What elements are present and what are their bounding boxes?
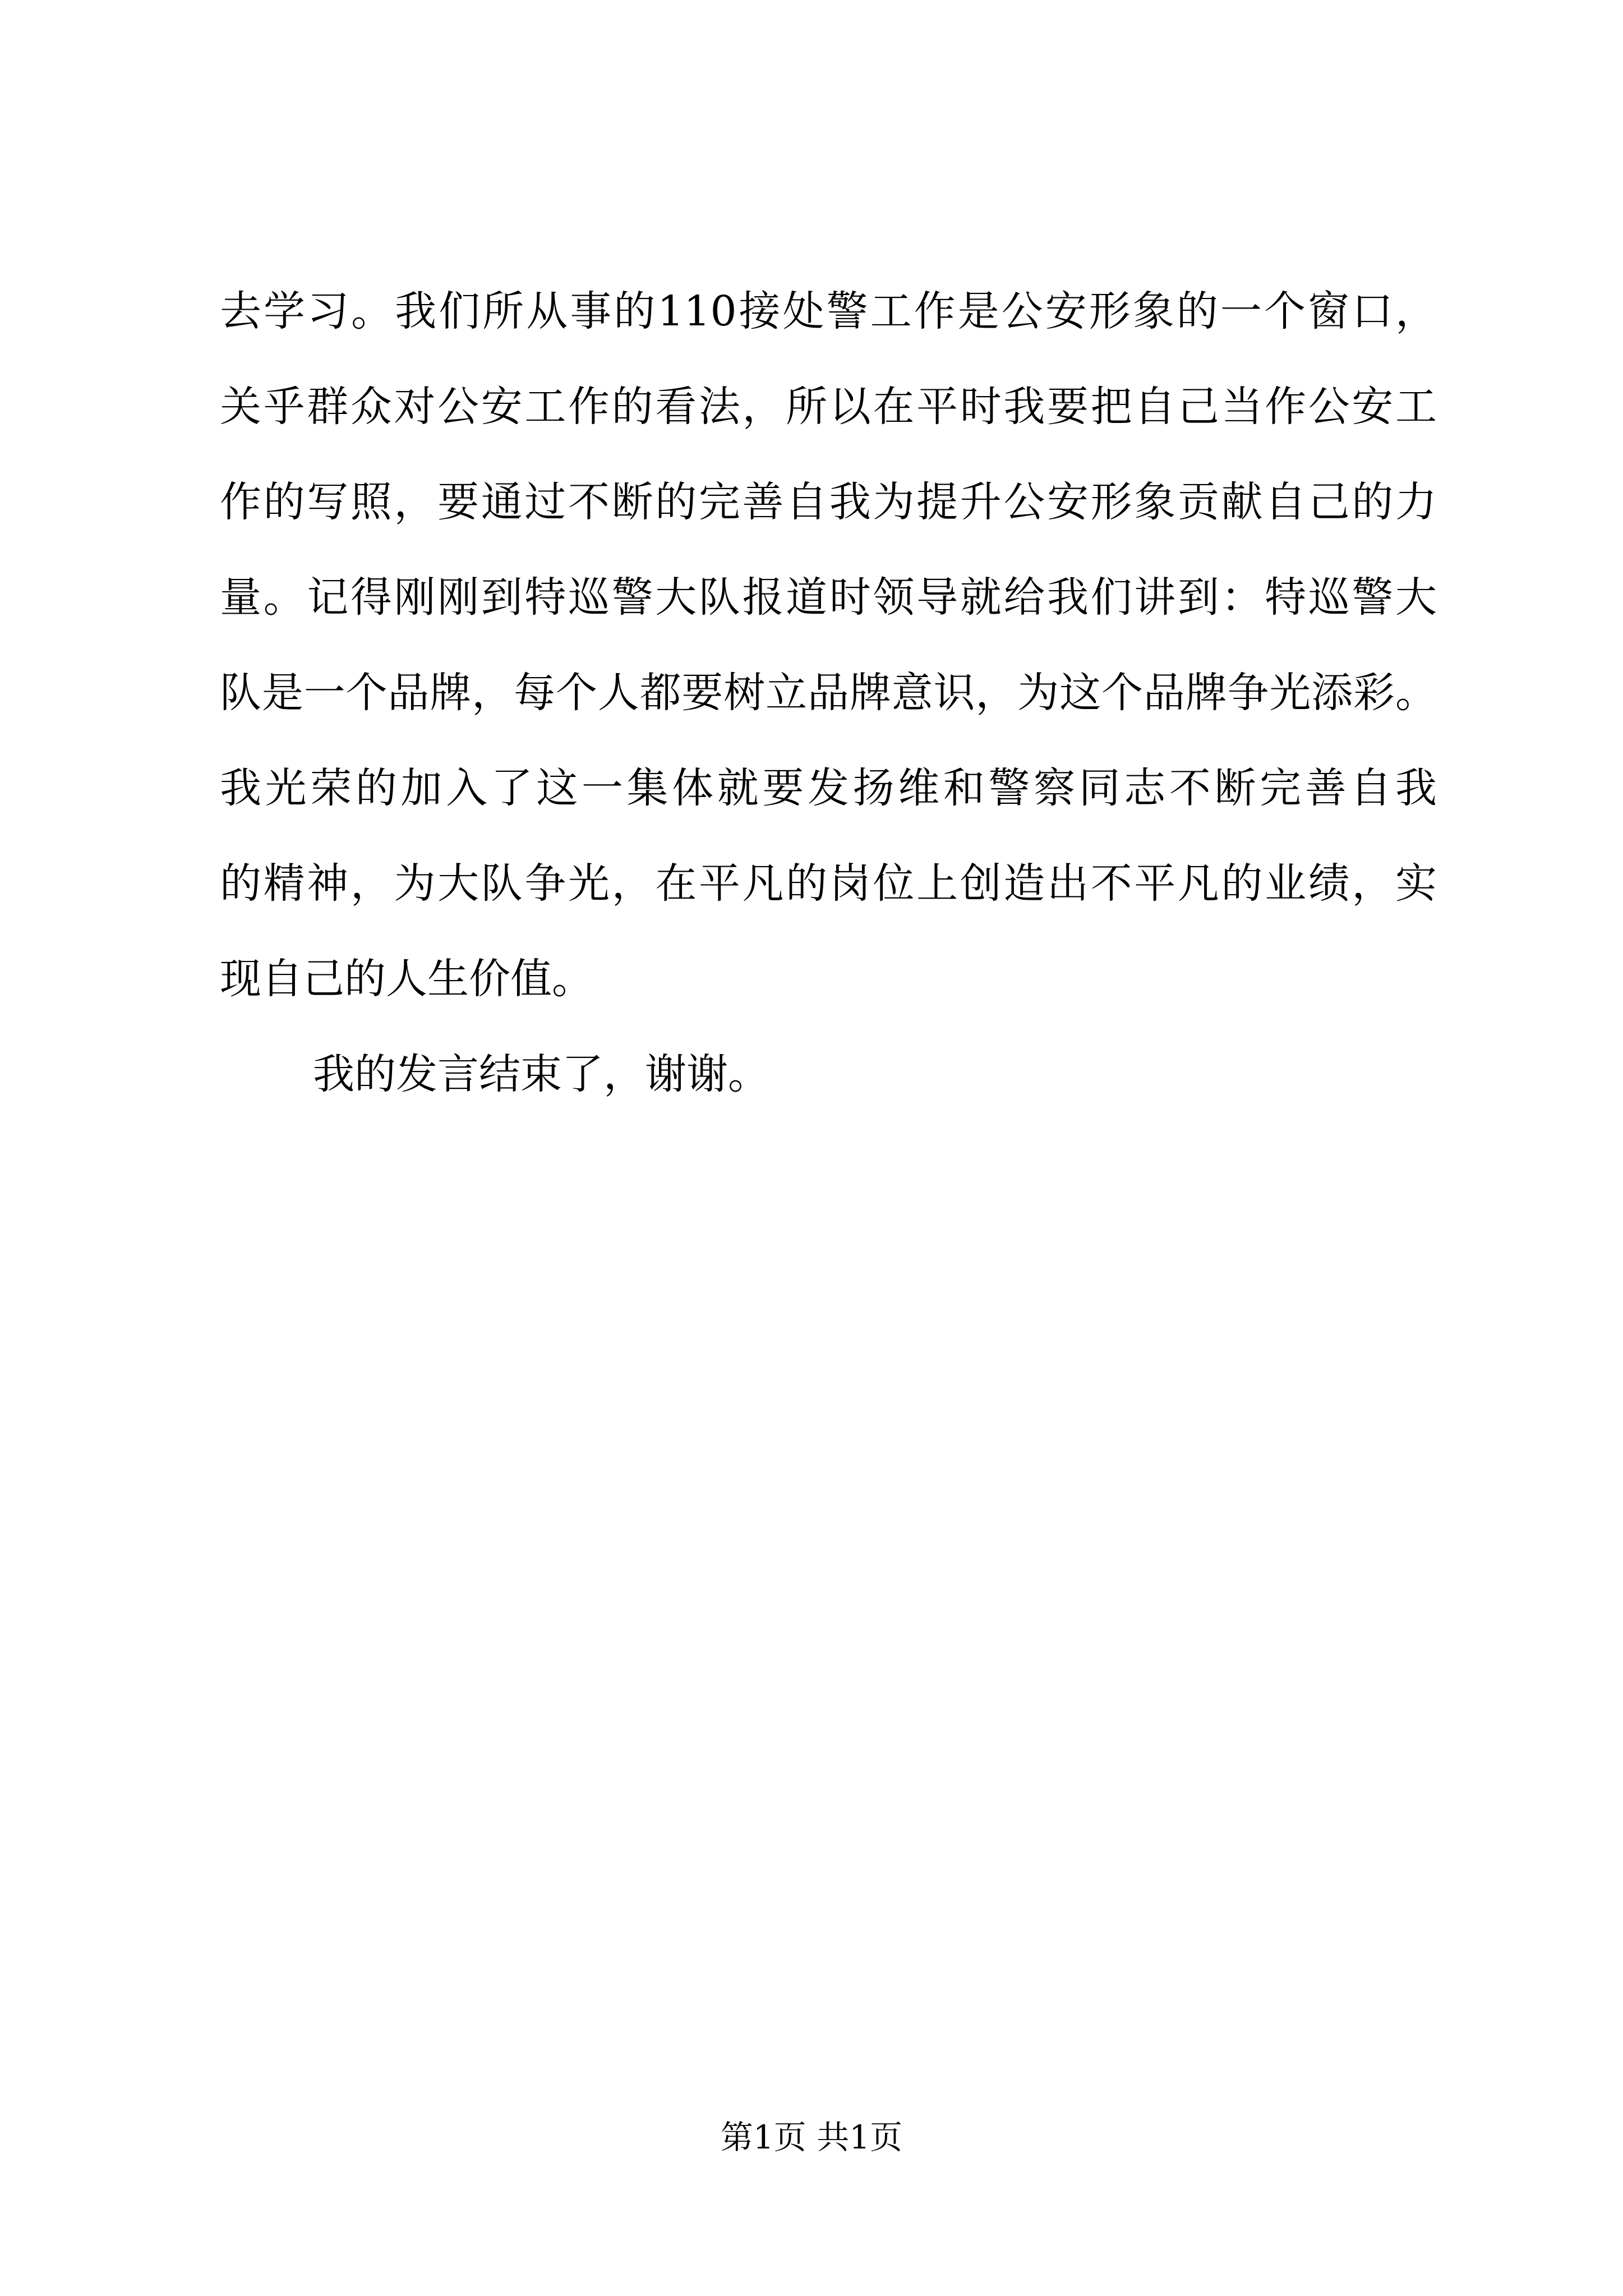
paragraph-1-line-1: 去学习。我们所从事的110接处警工作是公安形象的一个窗口， <box>220 287 1437 335</box>
paragraph-1-line-8: 现自己的人生价值。 <box>220 955 593 1003</box>
document-body <box>220 264 1437 1122</box>
page-footer: 第1页 共1页 <box>720 2118 903 2156</box>
paragraph-2-line-1: 我的发言结束了，谢谢。 <box>313 1050 769 1098</box>
paragraph-1-line-5: 队是一个品牌，每个人都要树立品牌意识，为这个品牌争光添彩。 <box>220 669 1437 717</box>
paragraph-1-line-2: 关乎群众对公安工作的看法，所以在平时我要把自己当作公安工 <box>220 383 1437 431</box>
paragraph-1-line-6: 我光荣的加入了这一集体就要发扬维和警察同志不断完善自我 <box>220 764 1437 812</box>
paragraph-1-line-7: 的精神，为大队争光，在平凡的岗位上创造出不平凡的业绩，实 <box>220 859 1437 908</box>
paragraph-1-line-3: 作的写照，要通过不断的完善自我为提升公安形象贡献自己的力 <box>220 478 1437 526</box>
paragraph-1-line-4: 量。记得刚刚到特巡警大队报道时领导就给我们讲到：特巡警大 <box>220 573 1437 622</box>
